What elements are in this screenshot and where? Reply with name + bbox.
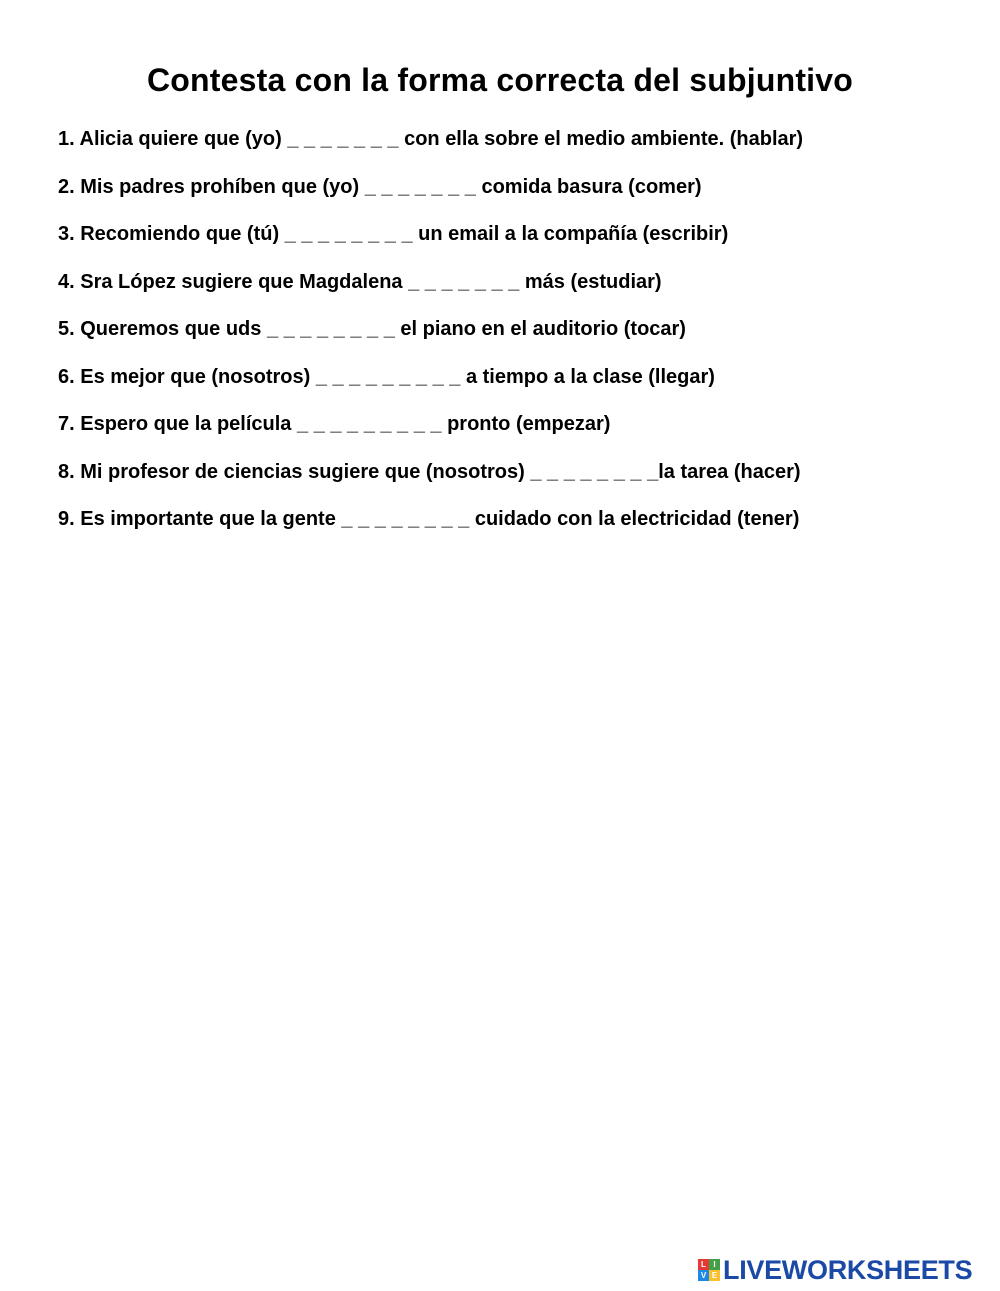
exercise-item-1: 1. Alicia quiere que (yo) _ _ _ _ _ _ _ con ella sobre el medio ambiente. (hablar) <box>58 128 804 150</box>
liveworksheets-logo-icon <box>698 1259 720 1281</box>
exercise-item-5: 5. Queremos que uds _ _ _ _ _ _ _ _ el piano en el auditorio (tocar) <box>58 318 686 340</box>
logo-mark-cell: L <box>698 1259 709 1270</box>
exercise-item-9: 9. Es importante que la gente _ _ _ _ _ _ _ _ cuidado con la electricidad (tener) <box>58 508 800 530</box>
logo-mark-cell: E <box>709 1270 720 1281</box>
exercise-list <box>58 124 978 552</box>
logo-mark-cell: V <box>698 1270 709 1281</box>
exercise-item-8: 8. Mi profesor de ciencias sugiere que (nosotros) _ _ _ _ _ _ _ _la tarea (hacer) <box>58 460 801 483</box>
exercise-item-6: 6. Es mejor que (nosotros) _ _ _ _ _ _ _ _ _ a tiempo a la clase (llegar) <box>58 365 715 388</box>
exercise-item-4: 4. Sra López sugiere que Magdalena _ _ _ _ _ _ _ más (estudiar) <box>58 270 662 293</box>
exercise-item-7: 7. Espero que la película _ _ _ _ _ _ _ _ _ pronto (empezar) <box>58 413 611 435</box>
exercise-item-3: 3. Recomiendo que (tú) _ _ _ _ _ _ _ _ un email a la compañía (escribir) <box>58 223 729 245</box>
logo-mark-cell: I <box>709 1259 720 1270</box>
exercise-item-2: 2. Mis padres prohíben que (yo) _ _ _ _ _ _ _ comida basura (comer) <box>58 175 702 198</box>
page-title: Contesta con la forma correcta del subjuntivo <box>146 62 854 98</box>
liveworksheets-logo[interactable] <box>698 1254 972 1286</box>
logo-text: LIVEWORKSHEETS <box>723 1254 973 1285</box>
